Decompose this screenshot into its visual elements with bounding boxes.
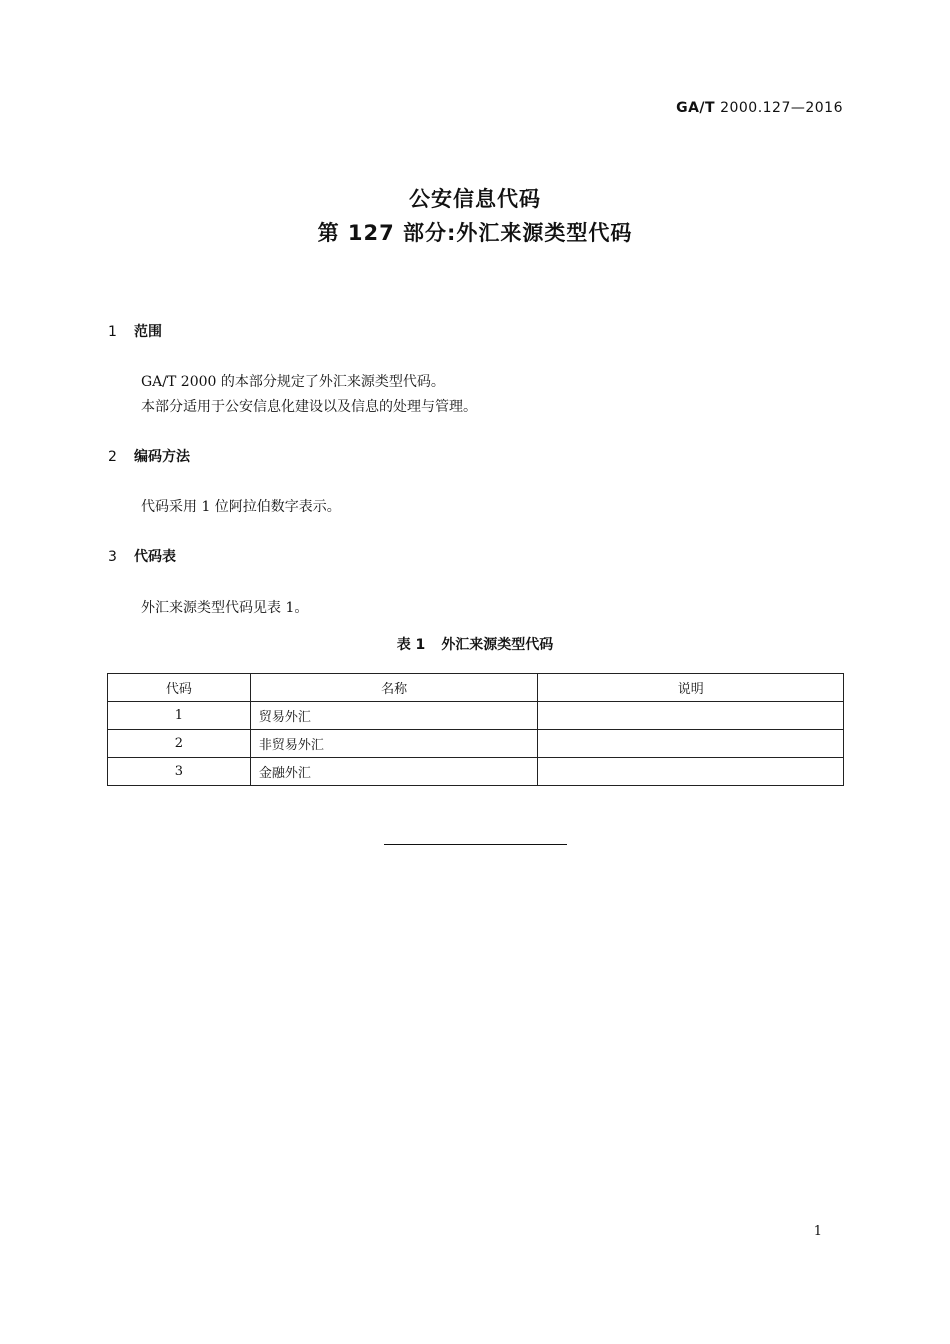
standard-prefix: GA/T [676,100,716,116]
code-table [107,673,844,786]
cell-note [538,730,844,758]
table-caption-title: 外汇来源类型代码 [441,637,554,653]
section-heading-3 [108,546,176,566]
standard-code [676,100,843,116]
page-number: 1 [813,1224,822,1239]
cell-name: 金融外汇 [250,758,538,786]
paragraph: GA/T 2000 的本部分规定了外汇来源类型代码。 [141,374,445,390]
table-row [108,758,844,786]
end-of-document-rule [384,844,567,845]
cell-code: 2 [108,730,251,758]
header-name: 名称 [250,674,538,702]
section-title: 范围 [134,324,162,340]
table-header-row [108,674,844,702]
header-code: 代码 [108,674,251,702]
cell-code: 3 [108,758,251,786]
cell-name: 贸易外汇 [250,702,538,730]
cell-name: 非贸易外汇 [250,730,538,758]
standard-number: 2000.127—2016 [720,100,843,116]
section-heading-2 [108,446,190,466]
table-row [108,730,844,758]
section-number: 1 [108,324,117,340]
cell-note [538,702,844,730]
section-number: 2 [108,449,117,465]
section-number: 3 [108,549,117,565]
section-title: 编码方法 [134,449,190,465]
paragraph: 本部分适用于公安信息化建设以及信息的处理与管理。 [141,399,477,415]
header-note: 说明 [538,674,844,702]
cell-code: 1 [108,702,251,730]
document-subtitle: 第 127 部分:外汇来源类型代码 [317,221,633,245]
document-title: 公安信息代码 [409,187,541,211]
section-title: 代码表 [134,549,176,565]
paragraph: 代码采用 1 位阿拉伯数字表示。 [141,499,341,515]
table-row [108,702,844,730]
table-caption [0,634,950,654]
paragraph: 外汇来源类型代码见表 1。 [141,600,309,616]
cell-note [538,758,844,786]
section-heading-1 [108,321,162,341]
table-caption-label: 表 1 [396,637,426,653]
